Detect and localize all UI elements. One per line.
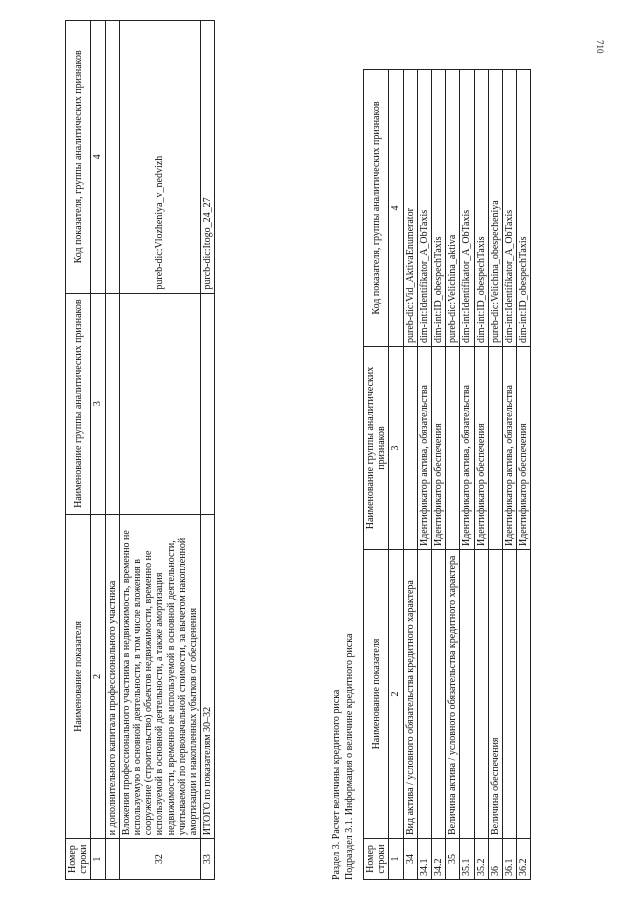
- indicator-name: Величина обеспечения: [488, 550, 502, 839]
- indicator-name: [431, 550, 445, 839]
- column-number: 2: [91, 514, 105, 839]
- table-2-header-row: [364, 70, 389, 880]
- group-name: [119, 293, 200, 514]
- group-name: [105, 293, 119, 514]
- indicator-code: purcb-dic:Itogo_24_27: [201, 21, 215, 294]
- column-number: 3: [91, 293, 105, 514]
- table-row: [417, 70, 431, 880]
- column-number: 1: [91, 839, 105, 880]
- table-row: [517, 70, 531, 880]
- group-name: [403, 347, 417, 550]
- table-1-header-row: [66, 21, 91, 880]
- table-2-column-numbers: [389, 70, 403, 880]
- column-number: 2: [389, 550, 403, 839]
- column-number: 3: [389, 347, 403, 550]
- table-row: [403, 70, 417, 880]
- header-row-number: Номер строки: [364, 839, 389, 880]
- indicator-code: dim-int:Identifikator_A_ObTaxis: [460, 70, 474, 347]
- header-indicator-name: Наименование показателя: [66, 514, 91, 839]
- table-row: [446, 70, 460, 880]
- group-name: Идентификатор актива, обязательства: [417, 347, 431, 550]
- table-row: [488, 70, 502, 880]
- header-code: Код показателя, группы аналитических признаков: [364, 70, 389, 347]
- table-2: [363, 69, 531, 880]
- table-row: [460, 70, 474, 880]
- row-number: 34.1: [417, 839, 431, 880]
- row-number: 36.2: [517, 839, 531, 880]
- table-1: [65, 20, 215, 880]
- header-row-number: Номер строки: [66, 839, 91, 880]
- table-row: [119, 21, 200, 880]
- indicator-name: [517, 550, 531, 839]
- column-number: 1: [389, 839, 403, 880]
- table-1-column-numbers: [91, 21, 105, 880]
- indicator-code: dim-int:Identifikator_A_ObTaxis: [502, 70, 516, 347]
- group-name: Идентификатор обеспечения: [474, 347, 488, 550]
- indicator-name: [502, 550, 516, 839]
- indicator-code: dim-int:ID_obespechTaxis: [474, 70, 488, 347]
- table-row: [201, 21, 215, 880]
- indicator-code: [105, 21, 119, 294]
- indicator-code: dim-int:ID_obespechTaxis: [517, 70, 531, 347]
- table-row: [105, 21, 119, 880]
- indicator-name: [460, 550, 474, 839]
- row-number: 32: [119, 839, 200, 880]
- group-name: [446, 347, 460, 550]
- group-name: Идентификатор обеспечения: [517, 347, 531, 550]
- indicator-code: pureb-dic:Velichina_obespecheniya: [488, 70, 502, 347]
- indicator-code: pureb-dic:Velichina_aktiva: [446, 70, 460, 347]
- indicator-code: dim-int:ID_obespechTaxis: [431, 70, 445, 347]
- indicator-name: ИТОГО по показателям 30–32: [201, 514, 215, 839]
- indicator-code: pureb-dic:Vid_AktivaEnumerator: [403, 70, 417, 347]
- header-code: Код показателя, группы аналитических признаков: [66, 21, 91, 294]
- header-group-name: Наименование группы аналитических признаков: [66, 293, 91, 514]
- row-number: 34.2: [431, 839, 445, 880]
- column-number: 4: [389, 70, 403, 347]
- row-number: 36.1: [502, 839, 516, 880]
- table-row: [502, 70, 516, 880]
- indicator-code: pureb-dic:Vlozheniya_v_nedvizh: [119, 21, 200, 294]
- row-number: 34: [403, 839, 417, 880]
- group-name: Идентификатор актива, обязательства: [502, 347, 516, 550]
- subsection-title: Подраздел 3.1. Информация о величине кредитного риска: [344, 633, 355, 880]
- indicator-name: Величина актива / условного обязательства кредитного характера: [446, 550, 460, 839]
- page-number: 710: [595, 40, 605, 54]
- group-name: Идентификатор актива, обязательства: [460, 347, 474, 550]
- column-number: 4: [91, 21, 105, 294]
- section-title: Раздел 3. Расчет величины кредитного риска: [331, 689, 342, 880]
- group-name: Идентификатор обеспечения: [431, 347, 445, 550]
- indicator-name: Вид актива / условного обязательства кредитного характера: [403, 550, 417, 839]
- table-row: [431, 70, 445, 880]
- rotated-page-content: [55, 20, 640, 880]
- header-group-name: Наименование группы аналитических признаков: [364, 347, 389, 550]
- row-number: 35.1: [460, 839, 474, 880]
- indicator-code: dim-int:Identifikator_A_ObTaxis: [417, 70, 431, 347]
- row-number: 35.2: [474, 839, 488, 880]
- indicator-name: [474, 550, 488, 839]
- row-number: 33: [201, 839, 215, 880]
- row-number: 36: [488, 839, 502, 880]
- indicator-name: [417, 550, 431, 839]
- group-name: [201, 293, 215, 514]
- row-number: [105, 839, 119, 880]
- header-indicator-name: Наименование показателя: [364, 550, 389, 839]
- group-name: [488, 347, 502, 550]
- table-row: [474, 70, 488, 880]
- indicator-name: и дополнительного капитала профессионального участника: [105, 514, 119, 839]
- indicator-name: Вложения профессионального участника в недвижимость, временно не используемую в основной деятельности, в том числе вложения в сооружение (строительство) объектов недвижимости, временно не используемой в основной деятельности, а также амортизация недвижимости, временно не используемой в основной деятельности, учитываемой по первоначальной стоимости, за вычетом накопленной амортизации и накопленных убытков от обесценения: [119, 514, 200, 839]
- row-number: 35: [446, 839, 460, 880]
